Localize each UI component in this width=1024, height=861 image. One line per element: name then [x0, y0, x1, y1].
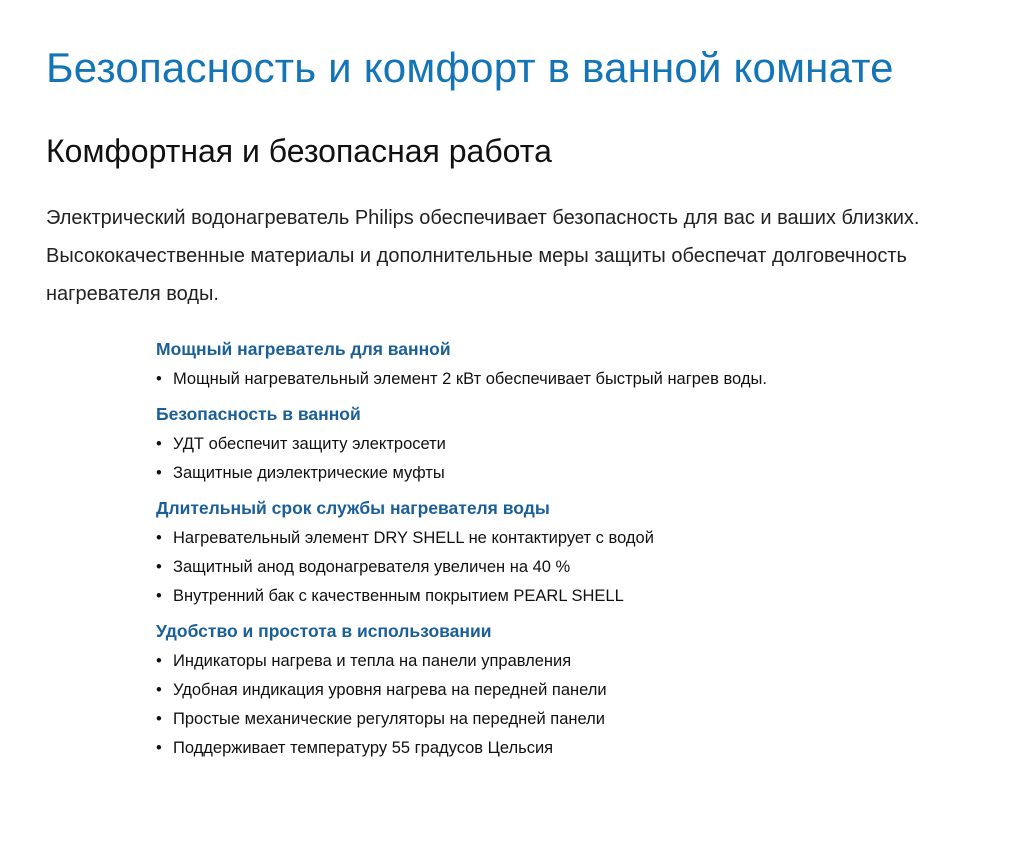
feature-bullet: • Индикаторы нагрева и тепла на панели управления: [156, 647, 986, 676]
feature-bullet: • Нагревательный элемент DRY SHELL не контактирует с водой: [156, 524, 986, 553]
feature-list: [156, 337, 986, 771]
feature-bullets: [156, 430, 986, 488]
feature-bullet: • Внутренний бак с качественным покрытием PEARL SHELL: [156, 582, 986, 611]
feature-group-title: Безопасность в ванной: [156, 404, 361, 424]
feature-bullet: • Удобная индикация уровня нагрева на передней панели: [156, 676, 986, 705]
feature-group-durability: [156, 496, 986, 611]
feature-group-title: Длительный срок службы нагревателя воды: [156, 498, 550, 518]
section-subtitle: Комфортная и безопасная работа: [46, 133, 552, 169]
feature-group-title: Удобство и простота в использовании: [156, 621, 492, 641]
feature-bullet: • Простые механические регуляторы на передней панели: [156, 705, 986, 734]
feature-bullets: [156, 524, 986, 611]
feature-bullets: [156, 647, 986, 763]
feature-bullet: • Мощный нагревательный элемент 2 кВт обеспечивает быстрый нагрев воды.: [156, 365, 986, 394]
feature-group-usability: [156, 619, 986, 763]
feature-group-title: Мощный нагреватель для ванной: [156, 339, 451, 359]
feature-bullet: • Защитные диэлектрические муфты: [156, 459, 986, 488]
feature-bullet: • Поддерживает температуру 55 градусов Цельсия: [156, 734, 986, 763]
feature-bullet: • УДТ обеспечит защиту электросети: [156, 430, 986, 459]
page-title: Безопасность и комфорт в ванной комнате: [46, 44, 894, 91]
feature-bullet: • Защитный анод водонагревателя увеличен на 40 %: [156, 553, 986, 582]
intro-paragraph: Электрический водонагреватель Philips обеспечивает безопасность для вас и ваших близких. Высококачественные материалы и дополнительные меры защиты обеспечат долговечность нагревателя воды.: [46, 207, 920, 305]
feature-group-safety: [156, 402, 986, 488]
feature-group-power: [156, 337, 986, 394]
feature-bullets: [156, 365, 986, 394]
